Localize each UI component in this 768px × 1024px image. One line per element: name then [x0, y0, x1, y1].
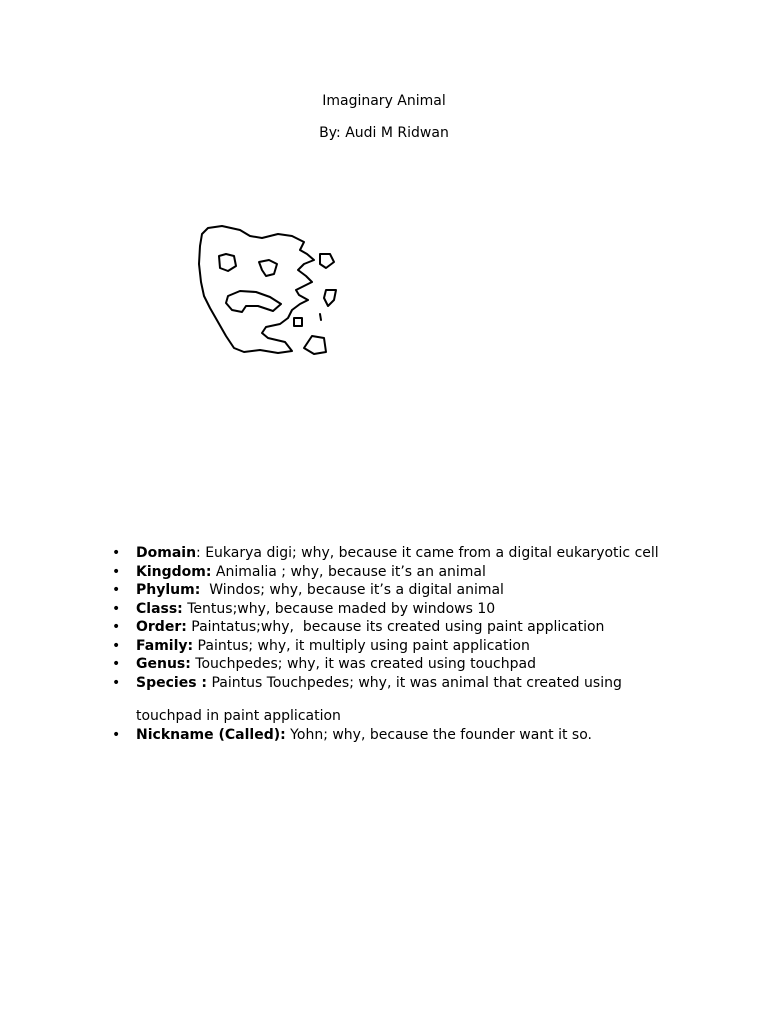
animal-left-eye — [219, 254, 236, 271]
item-text: Paintus; why, it multiply using paint application — [193, 637, 530, 654]
item-label: Phylum: — [136, 582, 201, 598]
item-label: Kingdom: — [136, 563, 212, 580]
item-text: Windos; why, because it’s a digital animal — [200, 582, 504, 598]
hand-drawn-animal-illustration — [188, 220, 348, 370]
list-item-nickname — [112, 726, 732, 745]
animal-body-outline — [199, 226, 314, 353]
item-label: Order: — [136, 619, 187, 635]
animal-spot-2 — [324, 290, 336, 306]
item-label: Class: — [136, 600, 183, 617]
taxonomy-list — [112, 544, 732, 744]
item-label: Family: — [136, 637, 194, 654]
item-text: Touchpedes; why, it was created using touchpad — [190, 656, 536, 672]
item-text: Paintus Touchpedes; why, it was animal that created using — [207, 674, 622, 691]
list-item-class — [112, 600, 732, 619]
item-label: Nickname (Called): — [136, 726, 286, 743]
list-item-genus — [112, 655, 732, 674]
item-label: Species : — [136, 674, 207, 691]
document-title: Imaginary Animal — [322, 93, 446, 109]
bullet: • — [112, 600, 121, 617]
bullet: • — [112, 637, 121, 654]
bullet: • — [112, 563, 121, 580]
bullet: • — [112, 619, 121, 635]
animal-spot-3 — [294, 318, 302, 326]
animal-spot-4 — [320, 314, 321, 320]
item-text: Yohn; why, because the founder want it so. — [285, 726, 592, 743]
bullet: • — [112, 726, 121, 743]
item-text: : Eukarya digi; why, because it came from a digital eukaryotic cell — [196, 545, 659, 561]
item-label: Genus: — [136, 656, 191, 672]
item-text-continuation: touchpad in paint application — [136, 708, 341, 724]
document-author: By: Audi M Ridwan — [319, 125, 449, 141]
bullet: • — [112, 656, 121, 672]
list-item-phylum — [112, 581, 732, 600]
item-text: Animalia ; why, because it’s an animal — [211, 563, 486, 580]
animal-right-eye — [259, 260, 277, 276]
bullet: • — [112, 582, 121, 598]
item-text: Tentus;why, because maded by windows 10 — [182, 600, 496, 617]
bullet: • — [112, 545, 121, 561]
animal-spot-1 — [320, 254, 334, 268]
bullet: • — [112, 674, 121, 691]
animal-spot-5 — [304, 336, 326, 354]
list-item-family — [112, 637, 732, 656]
item-text: Paintatus;why, because its created using paint application — [186, 619, 605, 635]
list-item-order — [112, 618, 732, 637]
item-label: Domain — [136, 545, 197, 561]
animal-mouth — [226, 291, 281, 312]
list-item-kingdom — [112, 563, 732, 582]
list-item-species — [112, 674, 732, 726]
list-item-domain — [112, 544, 732, 563]
